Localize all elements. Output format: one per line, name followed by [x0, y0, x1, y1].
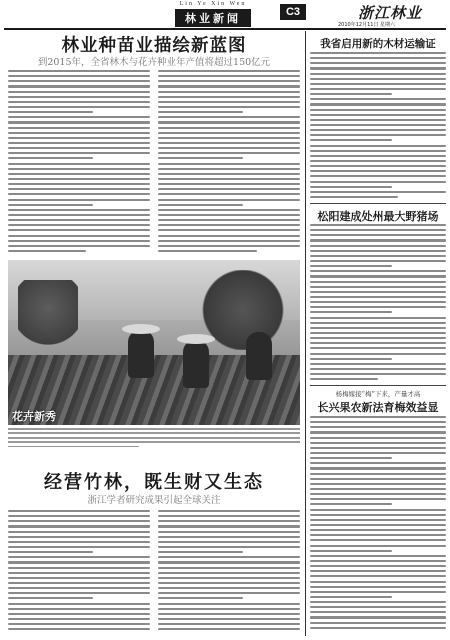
section-title: 林业新闻 [175, 9, 251, 27]
text-line [158, 147, 300, 149]
text-line [158, 577, 300, 579]
text-line [310, 509, 446, 511]
text-line [8, 178, 150, 180]
text-line [8, 163, 150, 165]
text-line [310, 575, 446, 577]
text-line [158, 613, 300, 615]
text-line [310, 88, 446, 90]
text-line [310, 378, 378, 380]
text-line [310, 291, 446, 293]
text-line [310, 322, 446, 324]
text-line [158, 582, 300, 584]
text-line [158, 235, 300, 237]
text-line [310, 73, 446, 75]
text-line [310, 473, 446, 475]
text-line [310, 337, 446, 339]
text-line [310, 114, 446, 116]
main-article-body-right [158, 70, 300, 255]
text-line [310, 452, 446, 454]
text-line [158, 214, 300, 216]
text-line [310, 134, 446, 136]
text-line [310, 83, 446, 85]
main-subheadline: 到2015年，全省林木与花卉种业年产值将超过150亿元 [37, 57, 271, 68]
text-line [8, 91, 150, 93]
page-number: C3 [280, 4, 306, 20]
text-line [310, 534, 446, 536]
text-line [8, 85, 150, 87]
text-line [158, 132, 300, 134]
text-line [310, 570, 446, 572]
text-line [310, 478, 446, 480]
text-line [158, 592, 300, 594]
text-line [8, 240, 150, 242]
text-line [158, 541, 300, 543]
right-article-3-kicker: 杨梅嫁接“梅”下来，产量才高 [335, 390, 421, 398]
section-header [158, 1, 268, 27]
text-line [8, 551, 93, 553]
photo-title: 花卉新秀 [12, 410, 56, 423]
text-line [310, 265, 392, 267]
text-line [158, 536, 300, 538]
article-photo [8, 260, 300, 425]
text-line [8, 597, 93, 599]
text-line [310, 514, 446, 516]
text-line [158, 80, 300, 82]
text-line [158, 618, 300, 620]
text-line [158, 85, 300, 87]
text-line [310, 196, 398, 198]
second-article-body-right [158, 510, 300, 633]
right-article-2-body [310, 224, 446, 383]
right-article-1-headline: 我省启用新的木材运输证 [320, 38, 436, 50]
text-line [8, 168, 150, 170]
text-line [310, 296, 446, 298]
text-line [8, 204, 93, 206]
text-line [158, 91, 300, 93]
text-line [310, 555, 446, 557]
text-line [310, 250, 446, 252]
text-line [8, 250, 86, 252]
text-line [158, 75, 300, 77]
text-line [310, 62, 446, 64]
text-line [158, 229, 300, 231]
text-line [8, 577, 150, 579]
text-line [310, 170, 446, 172]
text-line [8, 121, 150, 123]
text-line [158, 204, 243, 206]
text-line [310, 229, 446, 231]
text-line [310, 327, 446, 329]
second-subheadline: 浙江学者研究成果引起全球关注 [87, 495, 221, 506]
worker-figure [246, 332, 272, 380]
text-line [310, 181, 446, 183]
text-line [8, 623, 150, 625]
text-line [310, 498, 446, 500]
text-line [8, 541, 150, 543]
text-line [310, 503, 392, 505]
text-line [310, 622, 446, 624]
text-line [8, 613, 150, 615]
text-line [158, 587, 300, 589]
text-line [310, 529, 446, 531]
worker-hat [122, 324, 160, 334]
text-line [310, 245, 446, 247]
text-line [310, 581, 446, 583]
text-line [158, 178, 300, 180]
text-line [158, 567, 300, 569]
text-line [158, 127, 300, 129]
text-line [8, 152, 150, 154]
text-line [310, 186, 392, 188]
text-line [310, 139, 392, 141]
text-line [310, 67, 446, 69]
text-line [8, 603, 150, 605]
text-line [310, 57, 446, 59]
text-line [158, 250, 257, 252]
text-line [310, 353, 446, 355]
text-line [310, 260, 446, 262]
text-line [158, 199, 300, 201]
text-line [310, 306, 446, 308]
caption-line [8, 441, 300, 443]
text-line [310, 286, 446, 288]
text-line [158, 152, 300, 154]
text-line [8, 80, 150, 82]
text-line [8, 520, 150, 522]
worker-figure [128, 330, 154, 378]
text-line [8, 561, 150, 563]
text-line [8, 183, 150, 185]
text-line [310, 416, 446, 418]
text-line [310, 539, 446, 541]
text-line [158, 510, 300, 512]
text-line [8, 587, 150, 589]
text-line [158, 240, 300, 242]
text-line [158, 111, 243, 113]
text-line [310, 627, 446, 629]
text-line [158, 137, 300, 139]
text-line [8, 628, 150, 630]
text-line [8, 157, 93, 159]
masthead-rule [4, 28, 446, 30]
text-line [8, 572, 150, 574]
text-line [310, 437, 446, 439]
caption-line [8, 428, 300, 430]
right-article-3-body [310, 416, 446, 632]
text-line [8, 531, 150, 533]
column-divider [305, 31, 306, 636]
text-line [158, 188, 300, 190]
text-line [310, 129, 446, 131]
text-line [158, 219, 300, 221]
text-line [158, 556, 300, 558]
main-article-body-left [8, 70, 150, 255]
text-line [8, 546, 150, 548]
text-line [310, 281, 446, 283]
text-line [158, 572, 300, 574]
text-line [310, 124, 446, 126]
text-line [158, 224, 300, 226]
text-line [8, 235, 150, 237]
right-article-2-headline: 松阳建成处州最大野猪场 [317, 210, 439, 223]
text-line [310, 191, 446, 193]
text-line [8, 199, 150, 201]
text-line [158, 608, 300, 610]
issue-date: 2010年12月11日 星期六 [338, 22, 396, 28]
text-line [310, 373, 446, 375]
text-line [310, 596, 392, 598]
right-column-rule [310, 203, 446, 204]
text-line [310, 165, 446, 167]
text-line [310, 93, 392, 95]
text-line [310, 431, 446, 433]
text-line [310, 347, 446, 349]
text-line [8, 582, 150, 584]
text-line [8, 75, 150, 77]
text-line [310, 560, 446, 562]
text-line [158, 121, 300, 123]
text-line [310, 606, 446, 608]
text-line [158, 142, 300, 144]
text-line [310, 160, 446, 162]
text-line [310, 493, 446, 495]
text-line [8, 536, 150, 538]
caption-line [8, 446, 139, 448]
second-headline: 经营竹林，既生财又生态 [44, 472, 264, 493]
right-column-rule [310, 385, 446, 386]
text-line [158, 628, 300, 630]
right-article-3-headline: 长兴果农新法育梅效益显 [317, 401, 439, 414]
text-line [8, 101, 150, 103]
text-line [158, 101, 300, 103]
text-line [8, 510, 150, 512]
text-line [310, 78, 446, 80]
text-line [8, 193, 150, 195]
text-line [8, 219, 150, 221]
text-line [310, 255, 446, 257]
text-line [8, 515, 150, 517]
text-line [310, 447, 446, 449]
text-line [310, 457, 392, 459]
text-line [158, 209, 300, 211]
text-line [310, 175, 446, 177]
text-line [158, 106, 300, 108]
masthead [0, 0, 450, 30]
text-line [8, 106, 150, 108]
text-line [310, 483, 446, 485]
text-line [310, 145, 446, 147]
text-line [310, 363, 446, 365]
text-line [310, 616, 446, 618]
text-line [310, 239, 446, 241]
text-line [8, 592, 150, 594]
caption-line [8, 432, 300, 434]
worker-figure [183, 340, 209, 388]
text-line [310, 467, 446, 469]
text-line [310, 358, 392, 360]
second-article-body-left [8, 510, 150, 633]
text-line [158, 70, 300, 72]
text-line [310, 301, 446, 303]
newspaper-name: 浙江林业 [358, 4, 423, 22]
text-line [310, 270, 446, 272]
text-line [158, 245, 300, 247]
text-line [158, 168, 300, 170]
text-line [8, 209, 150, 211]
text-line [8, 188, 150, 190]
text-line [310, 155, 446, 157]
photo-caption [8, 428, 300, 450]
text-line [8, 224, 150, 226]
text-line [158, 603, 300, 605]
text-line [158, 561, 300, 563]
text-line [310, 52, 446, 54]
text-line [310, 109, 446, 111]
text-line [158, 597, 243, 599]
tree-shape [18, 280, 78, 350]
text-line [158, 193, 300, 195]
text-line [310, 488, 446, 490]
text-line [158, 531, 300, 533]
text-line [310, 275, 446, 277]
text-line [158, 96, 300, 98]
text-line [310, 234, 446, 236]
text-line [310, 421, 446, 423]
text-line [158, 525, 300, 527]
text-line [310, 224, 446, 226]
text-line [310, 150, 446, 152]
text-line [8, 245, 150, 247]
text-line [8, 70, 150, 72]
text-line [310, 601, 446, 603]
text-line [8, 618, 150, 620]
text-line [310, 426, 446, 428]
text-line [158, 546, 300, 548]
text-line [158, 551, 243, 553]
text-line [8, 111, 93, 113]
text-line [310, 368, 446, 370]
text-line [8, 214, 150, 216]
main-headline: 林业种苗业描绘新蓝图 [61, 36, 247, 56]
text-line [310, 545, 446, 547]
text-line [158, 173, 300, 175]
text-line [158, 116, 300, 118]
text-line [310, 519, 446, 521]
text-line [310, 311, 392, 313]
text-line [8, 556, 150, 558]
text-line [8, 525, 150, 527]
text-line [310, 524, 446, 526]
text-line [310, 98, 446, 100]
text-line [8, 132, 150, 134]
text-line [158, 163, 300, 165]
text-line [8, 116, 150, 118]
text-line [8, 137, 150, 139]
text-line [158, 183, 300, 185]
worker-hat [177, 334, 215, 344]
text-line [8, 147, 150, 149]
text-line [158, 623, 300, 625]
text-line [310, 462, 446, 464]
text-line [310, 342, 446, 344]
text-line [310, 103, 446, 105]
text-line [310, 565, 446, 567]
text-line [310, 317, 446, 319]
text-line [310, 550, 392, 552]
text-line [310, 586, 446, 588]
text-line [158, 515, 300, 517]
section-pinyin: Lin Ye Xin Wen [179, 1, 247, 7]
text-line [158, 157, 243, 159]
text-line [8, 127, 150, 129]
right-article-1-body [310, 52, 446, 201]
text-line [8, 608, 150, 610]
text-line [8, 229, 150, 231]
text-line [310, 119, 446, 121]
text-line [310, 332, 446, 334]
text-line [8, 567, 150, 569]
text-line [8, 142, 150, 144]
text-line [8, 96, 150, 98]
text-line [310, 442, 446, 444]
text-line [8, 173, 150, 175]
text-line [310, 591, 446, 593]
text-line [310, 611, 446, 613]
caption-line [8, 437, 300, 439]
text-line [158, 520, 300, 522]
